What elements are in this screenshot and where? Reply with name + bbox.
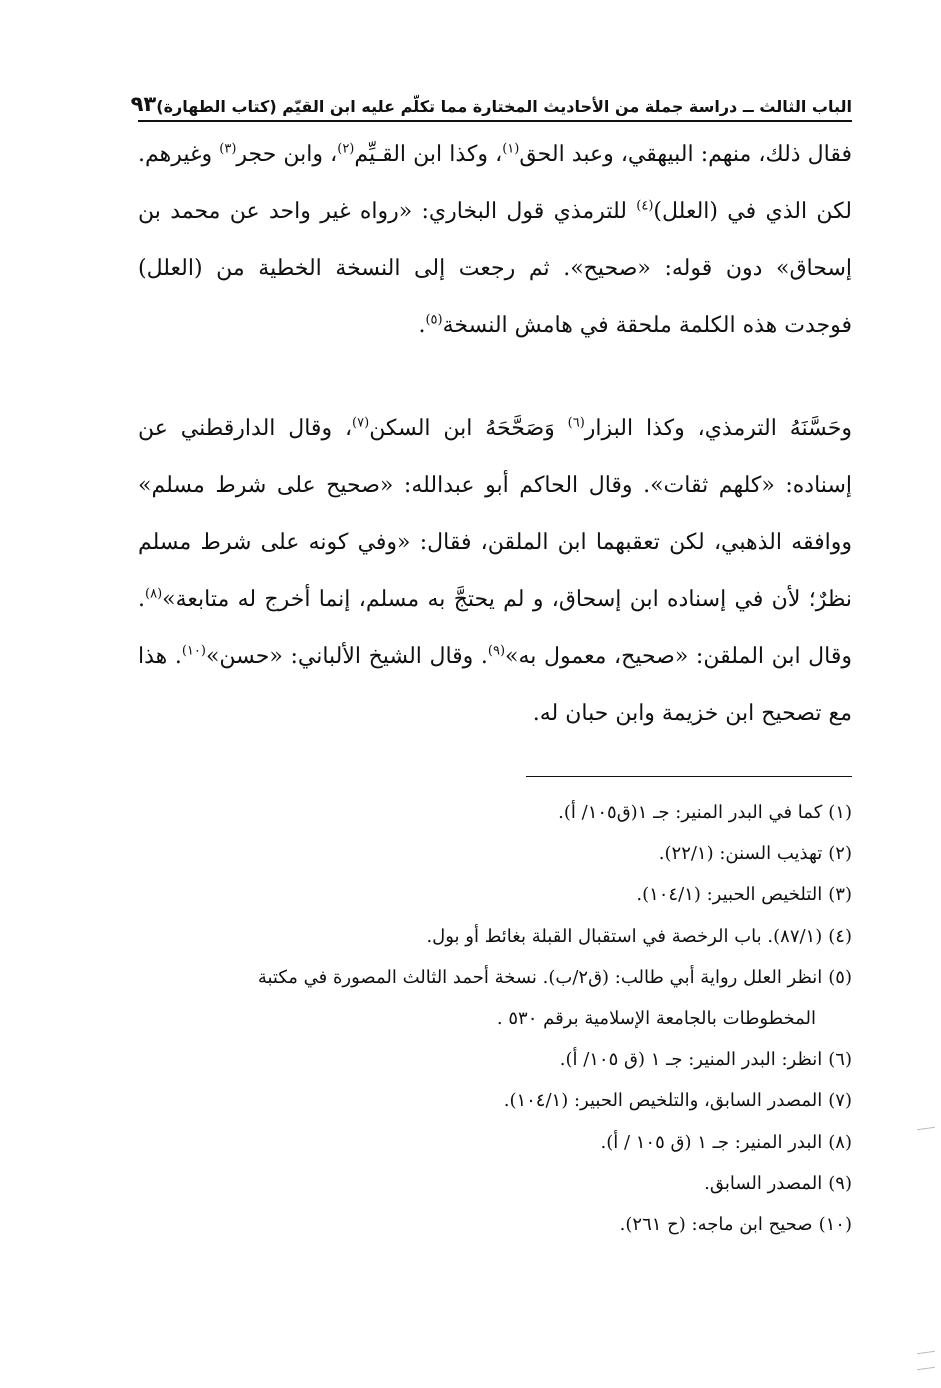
footnote-text: صحيح ابن ماجه: (ح ٢٦١). [619, 1214, 813, 1236]
footnote-text: المصدر السابق، والتلخيص الحبير: (١٠٤/١). [503, 1090, 823, 1112]
scan-artifact [917, 1127, 935, 1130]
page-number: ٩٣ [130, 92, 157, 116]
footnote-number: (٨) [828, 1131, 852, 1153]
footnote-marker: (١) [502, 141, 520, 157]
text-run: وَصَحَّحَهُ ابن السكن [369, 416, 568, 441]
footnote-number: (٦) [828, 1049, 852, 1071]
text-run: . هذا مع تصحيح ابن خزيمة وابن حبان له. [138, 644, 852, 726]
footnote-8 [138, 1122, 852, 1163]
footnote-number: (١٠) [818, 1214, 852, 1236]
footnote-text: المصدر السابق. [704, 1172, 823, 1194]
footnote-marker: (١٠) [181, 643, 206, 659]
footnote-marker: (٦) [567, 415, 585, 431]
footnote-2 [138, 833, 852, 874]
text-run: . وقال ابن الملقن: «صحيح، معمول به» [138, 587, 852, 669]
footnote-marker: (٤) [636, 198, 654, 214]
footnote-6 [138, 1039, 852, 1080]
paragraph-text [138, 126, 852, 354]
footnote-marker: (٩) [487, 643, 506, 659]
scan-artifact [917, 1351, 935, 1354]
footnote-5 [138, 957, 852, 998]
footnote-7 [138, 1080, 852, 1121]
paragraph-text [138, 400, 852, 742]
footnote-separator [526, 776, 852, 777]
scan-artifact [917, 1367, 935, 1370]
footnote-number: (٤) [828, 925, 852, 947]
footnote-5-continuation [138, 998, 852, 1039]
footnote-text: كما في البدر المنير: جـ ١(ق١٠٥/ أ). [558, 802, 823, 823]
footnote-3 [138, 874, 852, 915]
text-run: ، وقال الدارقطني عن إسناده: «كلهم ثقات». وقال الحاكم أبو عبدالله: «صحيح على شرط مسلم» ووافقه الذهبي، لكن تعقبهما ابن الملقن، فقال: «وفي كونه على شرط مسلم نظرٌ؛ لأن في إسناده ابن إسحاق، و لم يحتجَّ به مسلم، إنما أخرج له متابعة» [138, 416, 852, 612]
text-run: للترمذي قول البخاري: «رواه غير واحد عن محمد بن إسحاق» دون قوله: «صحيح». ثم رجعت إلى النسخة الخطية من (العلل) فوجدت هذه الكلمة ملحقة في هامش النسخة [138, 199, 852, 338]
footnotes [138, 792, 852, 1245]
footnote-number: (٩) [828, 1172, 852, 1194]
paragraph-2 [138, 400, 852, 742]
footnote-text: تهذيب السنن: (٢٢/١). [658, 843, 823, 865]
footnote-number: (٢) [828, 843, 852, 865]
running-header [130, 88, 852, 122]
footnote-1 [138, 792, 852, 833]
footnote-number: (٥) [828, 966, 852, 988]
footnote-marker: (٥) [425, 312, 443, 328]
footnote-marker: (٣) [219, 141, 237, 157]
footnote-10 [138, 1204, 852, 1245]
footnote-number: (٣) [828, 884, 852, 906]
text-run: . وقال الشيخ الألباني: «حسن» [205, 644, 488, 669]
footnote-text: المخطوطات بالجامعة الإسلامية برقم ٥٣٠ . [496, 1008, 816, 1030]
text-run: ، وكذا ابن القـيِّم [354, 142, 503, 167]
footnote-text: (٨٧/١). باب الرخصة في استقبال القبلة بغائط أو بول. [426, 925, 823, 947]
footnote-text: انظر: البدر المنير: جـ ١ (ق ١٠٥/ أ). [559, 1049, 823, 1071]
footnote-number: (٧) [828, 1090, 852, 1112]
footnote-9 [138, 1163, 852, 1204]
footnote-number: (١) [828, 802, 852, 823]
footnote-4 [138, 916, 852, 957]
text-run: ، وابن حجر [236, 142, 338, 167]
text-run: . [418, 313, 426, 338]
footnote-text: البدر المنير: جـ ١ (ق ١٠٥ / أ). [600, 1131, 823, 1153]
footnote-text: التلخيص الحبير: (١٠٤/١). [636, 884, 823, 906]
footnote-text: انظر العلل رواية أبي طالب: (ق٢/ب). نسخة أحمد الثالث المصورة في مكتبة [257, 966, 823, 988]
text-run: وحَسَّنَهُ الترمذي، وكذا البزار [584, 416, 852, 441]
footnote-marker: (٢) [337, 141, 355, 157]
footnote-marker: (٧) [352, 415, 370, 431]
chapter-title: الباب الثالث ــ دراسة جملة من الأحاديث المختارة مما تكلّم عليه ابن القيّم (كتاب الطهارة) [156, 97, 852, 116]
footnote-marker: (٨) [145, 586, 163, 602]
text-run: فقال ذلك، منهم: البيهقي، وعبد الحق [519, 142, 852, 167]
paragraph-1 [138, 126, 852, 354]
text-run: وغيرهم. لكن الذي في (العلل) [138, 142, 852, 224]
